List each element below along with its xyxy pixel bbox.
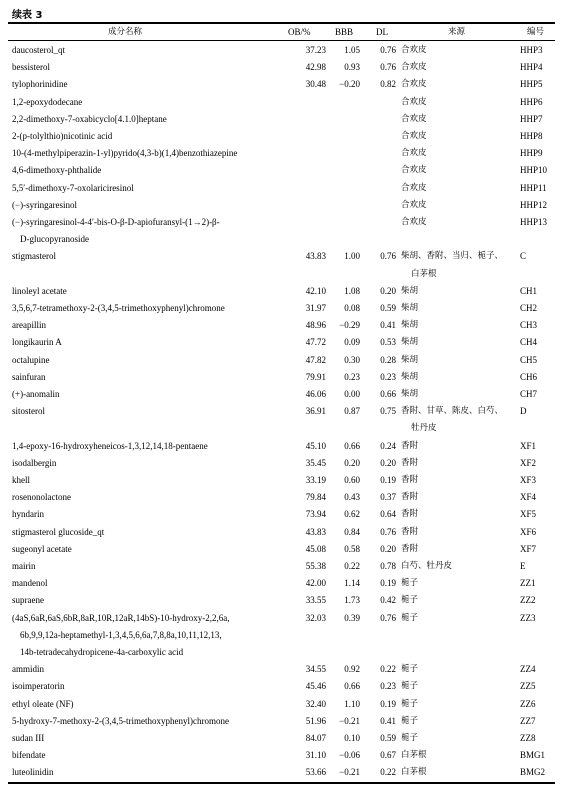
table-row bbox=[8, 317, 555, 334]
source-herb: 香附、甘草、陈皮、白芍、 bbox=[401, 406, 504, 417]
compound-id: ZZ1 bbox=[520, 578, 536, 589]
compound-name: 1,2-epoxydodecane bbox=[12, 96, 83, 107]
dl-value: 0.59 bbox=[380, 303, 396, 313]
dl-value: 0.24 bbox=[380, 440, 396, 451]
ob-value: 43.83 bbox=[305, 526, 326, 537]
header-bbb: BBB bbox=[335, 27, 354, 37]
ob-value: 79.84 bbox=[305, 492, 326, 503]
bbb-value: 0.87 bbox=[344, 406, 360, 417]
dl-value: 0.76 bbox=[380, 612, 396, 623]
ob-value: 51.96 bbox=[305, 715, 326, 726]
bbb-value: 0.08 bbox=[344, 303, 360, 313]
table-row bbox=[8, 111, 555, 128]
compound-name: stigmasterol glucoside_qt bbox=[12, 526, 105, 537]
source-herb: 柴胡 bbox=[401, 337, 419, 348]
table-row bbox=[8, 76, 555, 93]
source-herb: 合欢皮 bbox=[401, 217, 427, 227]
source-herb: 白茅根 bbox=[401, 750, 427, 761]
table-row bbox=[8, 352, 555, 369]
compound-id: HHP9 bbox=[520, 148, 543, 159]
bbb-value: 1.14 bbox=[344, 578, 360, 589]
table-row bbox=[8, 59, 555, 76]
table-row bbox=[8, 558, 555, 575]
dl-value: 0.28 bbox=[380, 354, 396, 365]
ob-value: 35.45 bbox=[305, 457, 326, 468]
top-rule bbox=[8, 22, 555, 24]
compound-name: khell bbox=[12, 475, 30, 485]
bbb-value: 0.58 bbox=[344, 543, 360, 554]
bbb-value: 1.10 bbox=[344, 698, 360, 709]
compound-id: CH7 bbox=[520, 389, 538, 399]
dl-value: 0.75 bbox=[380, 406, 396, 417]
ob-value: 45.08 bbox=[305, 543, 326, 554]
compound-name: octalupine bbox=[12, 354, 50, 365]
source-herb: 柴胡 bbox=[401, 303, 419, 313]
compound-name: stigmasterol bbox=[12, 251, 56, 262]
bbb-value: 0.10 bbox=[344, 733, 360, 743]
bottom-rule bbox=[8, 782, 555, 784]
bbb-value: 1.73 bbox=[344, 595, 360, 606]
dl-value: 0.23 bbox=[380, 681, 396, 692]
compound-name: 14b-tetradecahydropicene-4a-carboxylic acid bbox=[20, 646, 184, 657]
compound-id: CH6 bbox=[520, 371, 538, 382]
compound-id: ZZ6 bbox=[520, 698, 536, 709]
source-herb: 栀子 bbox=[401, 715, 419, 726]
compound-name: linoleyl acetate bbox=[12, 285, 67, 296]
compound-id: HHP7 bbox=[520, 113, 543, 124]
header-rule bbox=[8, 40, 555, 41]
bbb-value: 0.20 bbox=[344, 457, 360, 468]
header-dl: DL bbox=[376, 27, 388, 37]
compound-id: XF5 bbox=[520, 509, 537, 520]
source-herb: 牡丹皮 bbox=[411, 423, 437, 434]
compound-id: HHP10 bbox=[520, 165, 548, 176]
source-herb: 合欢皮 bbox=[401, 131, 427, 141]
compound-id: XF6 bbox=[520, 526, 537, 537]
compound-id: XF1 bbox=[520, 440, 537, 451]
compound-id: CH3 bbox=[520, 320, 538, 331]
header-source: 来源 bbox=[448, 27, 466, 37]
compound-id: C bbox=[520, 251, 527, 262]
compound-name: isoimperatorin bbox=[12, 681, 65, 692]
ob-value: 42.10 bbox=[305, 285, 326, 296]
dl-value: 0.37 bbox=[380, 492, 396, 503]
source-herb: 柴胡、香附、当归、栀子、 bbox=[401, 251, 504, 262]
compound-name: hyndarin bbox=[12, 509, 44, 520]
bbb-value: 0.00 bbox=[344, 389, 360, 399]
source-herb: 柴胡 bbox=[401, 320, 419, 331]
source-herb: 栀子 bbox=[401, 612, 419, 623]
ob-value: 31.10 bbox=[305, 750, 326, 761]
ob-value: 31.97 bbox=[305, 303, 326, 313]
compound-name: bessisterol bbox=[12, 62, 50, 73]
ob-value: 32.40 bbox=[305, 698, 326, 709]
dl-value: 0.78 bbox=[380, 561, 396, 571]
bbb-value: −0.06 bbox=[339, 750, 360, 761]
bbb-value: 1.00 bbox=[344, 251, 360, 262]
ob-value: 73.94 bbox=[305, 509, 326, 520]
compound-id: BMG1 bbox=[520, 750, 546, 761]
table-row bbox=[8, 94, 555, 111]
bbb-value: 0.60 bbox=[344, 475, 360, 485]
source-herb: 白芍、牡丹皮 bbox=[401, 561, 453, 571]
source-herb: 合欢皮 bbox=[401, 165, 427, 176]
ob-value: 79.91 bbox=[305, 371, 326, 382]
compound-name: mairin bbox=[12, 561, 36, 571]
source-herb: 合欢皮 bbox=[401, 199, 427, 210]
source-herb: 合欢皮 bbox=[401, 113, 427, 124]
table-row bbox=[8, 42, 555, 59]
compound-name: (−)-syringaresinol bbox=[12, 199, 78, 210]
ob-value: 46.06 bbox=[305, 389, 326, 399]
bbb-value: 0.30 bbox=[344, 354, 360, 365]
table-row bbox=[8, 764, 555, 781]
compound-id: CH4 bbox=[520, 337, 538, 348]
source-herb: 栀子 bbox=[401, 733, 419, 743]
header-name: 成分名称 bbox=[108, 27, 143, 37]
compound-id: ZZ8 bbox=[520, 733, 536, 743]
dl-value: 0.59 bbox=[380, 733, 396, 743]
compound-name: isodalbergin bbox=[12, 457, 57, 468]
compound-name: sainfuran bbox=[12, 371, 46, 382]
compound-name: 5-hydroxy-7-methoxy-2-(3,4,5-trimethoxyphenyl)chromone bbox=[12, 715, 229, 726]
table-row bbox=[8, 369, 555, 386]
compound-id: HHP6 bbox=[520, 96, 543, 107]
compound-name: rosenonolactone bbox=[12, 492, 71, 503]
source-herb: 香附 bbox=[401, 543, 419, 554]
source-herb: 柴胡 bbox=[401, 285, 419, 296]
compound-id: E bbox=[520, 561, 526, 571]
bbb-value: −0.20 bbox=[339, 79, 360, 90]
dl-value: 0.20 bbox=[380, 543, 396, 554]
table-row bbox=[8, 610, 555, 662]
source-herb: 合欢皮 bbox=[401, 96, 427, 107]
table-row bbox=[8, 455, 555, 472]
table-row bbox=[8, 541, 555, 558]
header-ob: OB/% bbox=[288, 27, 311, 37]
dl-value: 0.64 bbox=[380, 509, 396, 520]
compound-name: 4,6-dimethoxy-phthalide bbox=[12, 165, 102, 176]
ob-value: 34.55 bbox=[305, 664, 326, 675]
table-row bbox=[8, 489, 555, 506]
ob-value: 32.03 bbox=[305, 612, 326, 623]
source-herb: 白茅根 bbox=[401, 767, 427, 778]
compound-name: supraene bbox=[12, 595, 44, 606]
source-herb: 合欢皮 bbox=[401, 182, 427, 193]
table-row bbox=[8, 472, 555, 489]
compound-id: HHP13 bbox=[520, 217, 548, 227]
dl-value: 0.19 bbox=[380, 698, 396, 709]
compound-name: areapillin bbox=[12, 320, 46, 331]
dl-value: 0.20 bbox=[380, 457, 396, 468]
source-herb: 香附 bbox=[401, 440, 419, 451]
source-herb: 香附 bbox=[401, 475, 419, 485]
bbb-value: 0.39 bbox=[344, 612, 360, 623]
dl-value: 0.20 bbox=[380, 285, 396, 296]
table-row bbox=[8, 180, 555, 197]
bbb-value: 0.93 bbox=[344, 62, 360, 73]
dl-value: 0.82 bbox=[380, 79, 396, 90]
compound-id: ZZ5 bbox=[520, 681, 536, 692]
compound-name: D-glucopyranoside bbox=[20, 234, 89, 245]
compound-name: daucosterol_qt bbox=[12, 45, 65, 55]
ob-value: 45.10 bbox=[305, 440, 326, 451]
ob-value: 43.83 bbox=[305, 251, 326, 262]
compound-id: CH5 bbox=[520, 354, 538, 365]
source-herb: 栀子 bbox=[401, 664, 419, 675]
compound-name: longikaurin A bbox=[12, 337, 62, 348]
source-herb: 白茅根 bbox=[411, 268, 437, 279]
source-herb: 香附 bbox=[401, 457, 419, 468]
table-row bbox=[8, 214, 555, 248]
table-row bbox=[8, 592, 555, 609]
compound-id: HHP4 bbox=[520, 62, 543, 73]
compound-id: ZZ3 bbox=[520, 612, 536, 623]
compound-id: HHP3 bbox=[520, 45, 543, 55]
ob-value: 42.00 bbox=[305, 578, 326, 589]
compound-id: XF4 bbox=[520, 492, 537, 503]
source-herb: 柴胡 bbox=[401, 371, 419, 382]
table-row bbox=[8, 334, 555, 351]
compound-name: mandenol bbox=[12, 578, 48, 589]
source-herb: 合欢皮 bbox=[401, 62, 427, 73]
dl-value: 0.66 bbox=[380, 389, 396, 399]
compound-id: D bbox=[520, 406, 527, 417]
compound-name: sudan III bbox=[12, 733, 45, 743]
table-row bbox=[8, 386, 555, 403]
compound-name: sitosterol bbox=[12, 406, 45, 417]
compound-name: (4aS,6aR,6aS,6bR,8aR,10R,12aR,14bS)-10-hydroxy-2,2,6a, bbox=[12, 612, 230, 623]
compound-name: bifendate bbox=[12, 750, 46, 761]
table-row bbox=[8, 162, 555, 179]
compound-id: HHP8 bbox=[520, 131, 543, 141]
dl-value: 0.76 bbox=[380, 526, 396, 537]
compound-name: 2-(p-tolylthio)nicotinic acid bbox=[12, 131, 113, 141]
source-herb: 栀子 bbox=[401, 698, 419, 709]
compound-id: HHP11 bbox=[520, 182, 547, 193]
bbb-value: 0.43 bbox=[344, 492, 360, 503]
dl-value: 0.22 bbox=[380, 664, 396, 675]
bbb-value: 1.05 bbox=[344, 45, 360, 55]
table-caption: 续表 3 bbox=[12, 10, 43, 21]
ob-value: 47.72 bbox=[305, 337, 326, 348]
compound-id: ZZ7 bbox=[520, 715, 536, 726]
compound-id: XF7 bbox=[520, 543, 537, 554]
bbb-value: 0.66 bbox=[344, 681, 360, 692]
ob-value: 30.48 bbox=[305, 79, 326, 90]
dl-value: 0.19 bbox=[380, 578, 396, 589]
ob-value: 33.55 bbox=[305, 595, 326, 606]
compound-id: CH1 bbox=[520, 285, 538, 296]
ob-value: 37.23 bbox=[305, 45, 326, 55]
compound-name: 5,5′-dimethoxy-7-oxolariciresinol bbox=[12, 182, 134, 193]
table-row bbox=[8, 403, 555, 437]
table-row bbox=[8, 197, 555, 214]
dl-value: 0.41 bbox=[380, 715, 396, 726]
table-row bbox=[8, 300, 555, 317]
source-herb: 栀子 bbox=[401, 578, 419, 589]
ob-value: 42.98 bbox=[305, 62, 326, 73]
dl-value: 0.41 bbox=[380, 320, 396, 331]
compound-name: sugeonyl acetate bbox=[12, 543, 72, 554]
compound-id: XF2 bbox=[520, 457, 537, 468]
dl-value: 0.76 bbox=[380, 62, 396, 73]
compound-id: HHP5 bbox=[520, 79, 543, 90]
ob-value: 33.19 bbox=[305, 475, 326, 485]
header-id: 编号 bbox=[527, 27, 545, 37]
compound-name: tylophorinidine bbox=[12, 79, 68, 90]
source-herb: 合欢皮 bbox=[401, 148, 427, 159]
compound-name: (−)-syringaresinol-4-4′-bis-O-β-D-apiofuransyl-(1→2)-β- bbox=[12, 217, 220, 227]
compound-id: CH2 bbox=[520, 303, 538, 313]
dl-value: 0.19 bbox=[380, 475, 396, 485]
source-herb: 栀子 bbox=[401, 681, 419, 692]
dl-value: 0.22 bbox=[380, 767, 396, 778]
bbb-value: 0.66 bbox=[344, 440, 360, 451]
table-row bbox=[8, 283, 555, 300]
compound-id: XF3 bbox=[520, 475, 537, 485]
dl-value: 0.53 bbox=[380, 337, 396, 348]
compound-name: 3,5,6,7-tetramethoxy-2-(3,4,5-trimethoxyphenyl)chromone bbox=[12, 303, 225, 313]
bbb-value: 0.92 bbox=[344, 664, 360, 675]
source-herb: 柴胡 bbox=[401, 354, 419, 365]
compound-id: ZZ4 bbox=[520, 664, 536, 675]
ob-value: 55.38 bbox=[305, 561, 326, 571]
bbb-value: −0.21 bbox=[339, 767, 360, 778]
dl-value: 0.42 bbox=[380, 595, 396, 606]
table-row bbox=[8, 747, 555, 764]
compound-name: 1,4-epoxy-16-hydroxyheneicos-1,3,12,14,18-pentaene bbox=[12, 440, 208, 451]
bbb-value: −0.21 bbox=[339, 715, 360, 726]
source-herb: 栀子 bbox=[401, 595, 419, 606]
source-herb: 香附 bbox=[401, 526, 419, 537]
table-row bbox=[8, 713, 555, 730]
table-row bbox=[8, 248, 555, 282]
table-row bbox=[8, 438, 555, 455]
compound-name: (+)-anomalin bbox=[12, 389, 60, 399]
bbb-value: 0.09 bbox=[344, 337, 360, 348]
bbb-value: 0.84 bbox=[344, 526, 360, 537]
compound-name: 10-(4-methylpiperazin-1-yl)pyrido(4,3-b)(1,4)benzothiazepine bbox=[12, 148, 238, 159]
source-herb: 香附 bbox=[401, 492, 419, 503]
ob-value: 47.82 bbox=[305, 354, 326, 365]
compound-name: ammidin bbox=[12, 664, 44, 675]
compound-id: ZZ2 bbox=[520, 595, 536, 606]
table-row bbox=[8, 678, 555, 695]
compound-name: 6b,9,9,12a-heptamethyl-1,3,4,5,6,6a,7,8,8a,10,11,12,13, bbox=[20, 629, 222, 640]
source-herb: 合欢皮 bbox=[401, 79, 427, 90]
bbb-value: 0.22 bbox=[344, 561, 360, 571]
compound-name: luteolinidin bbox=[12, 767, 54, 778]
compound-name: ethyl oleate (NF) bbox=[12, 698, 74, 709]
dl-value: 0.76 bbox=[380, 45, 396, 55]
ob-value: 36.91 bbox=[305, 406, 326, 417]
table-row bbox=[8, 730, 555, 747]
dl-value: 0.67 bbox=[380, 750, 396, 761]
table-row bbox=[8, 506, 555, 523]
bbb-value: −0.29 bbox=[339, 320, 360, 331]
ob-value: 84.07 bbox=[305, 733, 326, 743]
dl-value: 0.23 bbox=[380, 371, 396, 382]
source-herb: 香附 bbox=[401, 509, 419, 520]
table-row bbox=[8, 696, 555, 713]
ob-value: 53.66 bbox=[305, 767, 326, 778]
dl-value: 0.76 bbox=[380, 251, 396, 262]
source-herb: 柴胡 bbox=[401, 389, 419, 399]
compound-id: HHP12 bbox=[520, 199, 548, 210]
table-row bbox=[8, 524, 555, 541]
source-herb: 合欢皮 bbox=[401, 45, 427, 55]
bbb-value: 0.23 bbox=[344, 371, 360, 382]
ob-value: 45.46 bbox=[305, 681, 326, 692]
compound-name: 2,2-dimethoxy-7-oxabicyclo[4.1.0]heptane bbox=[12, 113, 167, 124]
table-row bbox=[8, 575, 555, 592]
table-row bbox=[8, 145, 555, 162]
bbb-value: 1.08 bbox=[344, 285, 360, 296]
table-row bbox=[8, 661, 555, 678]
bbb-value: 0.62 bbox=[344, 509, 360, 520]
table-row bbox=[8, 128, 555, 145]
ob-value: 48.96 bbox=[305, 320, 326, 331]
compound-id: BMG2 bbox=[520, 767, 546, 778]
